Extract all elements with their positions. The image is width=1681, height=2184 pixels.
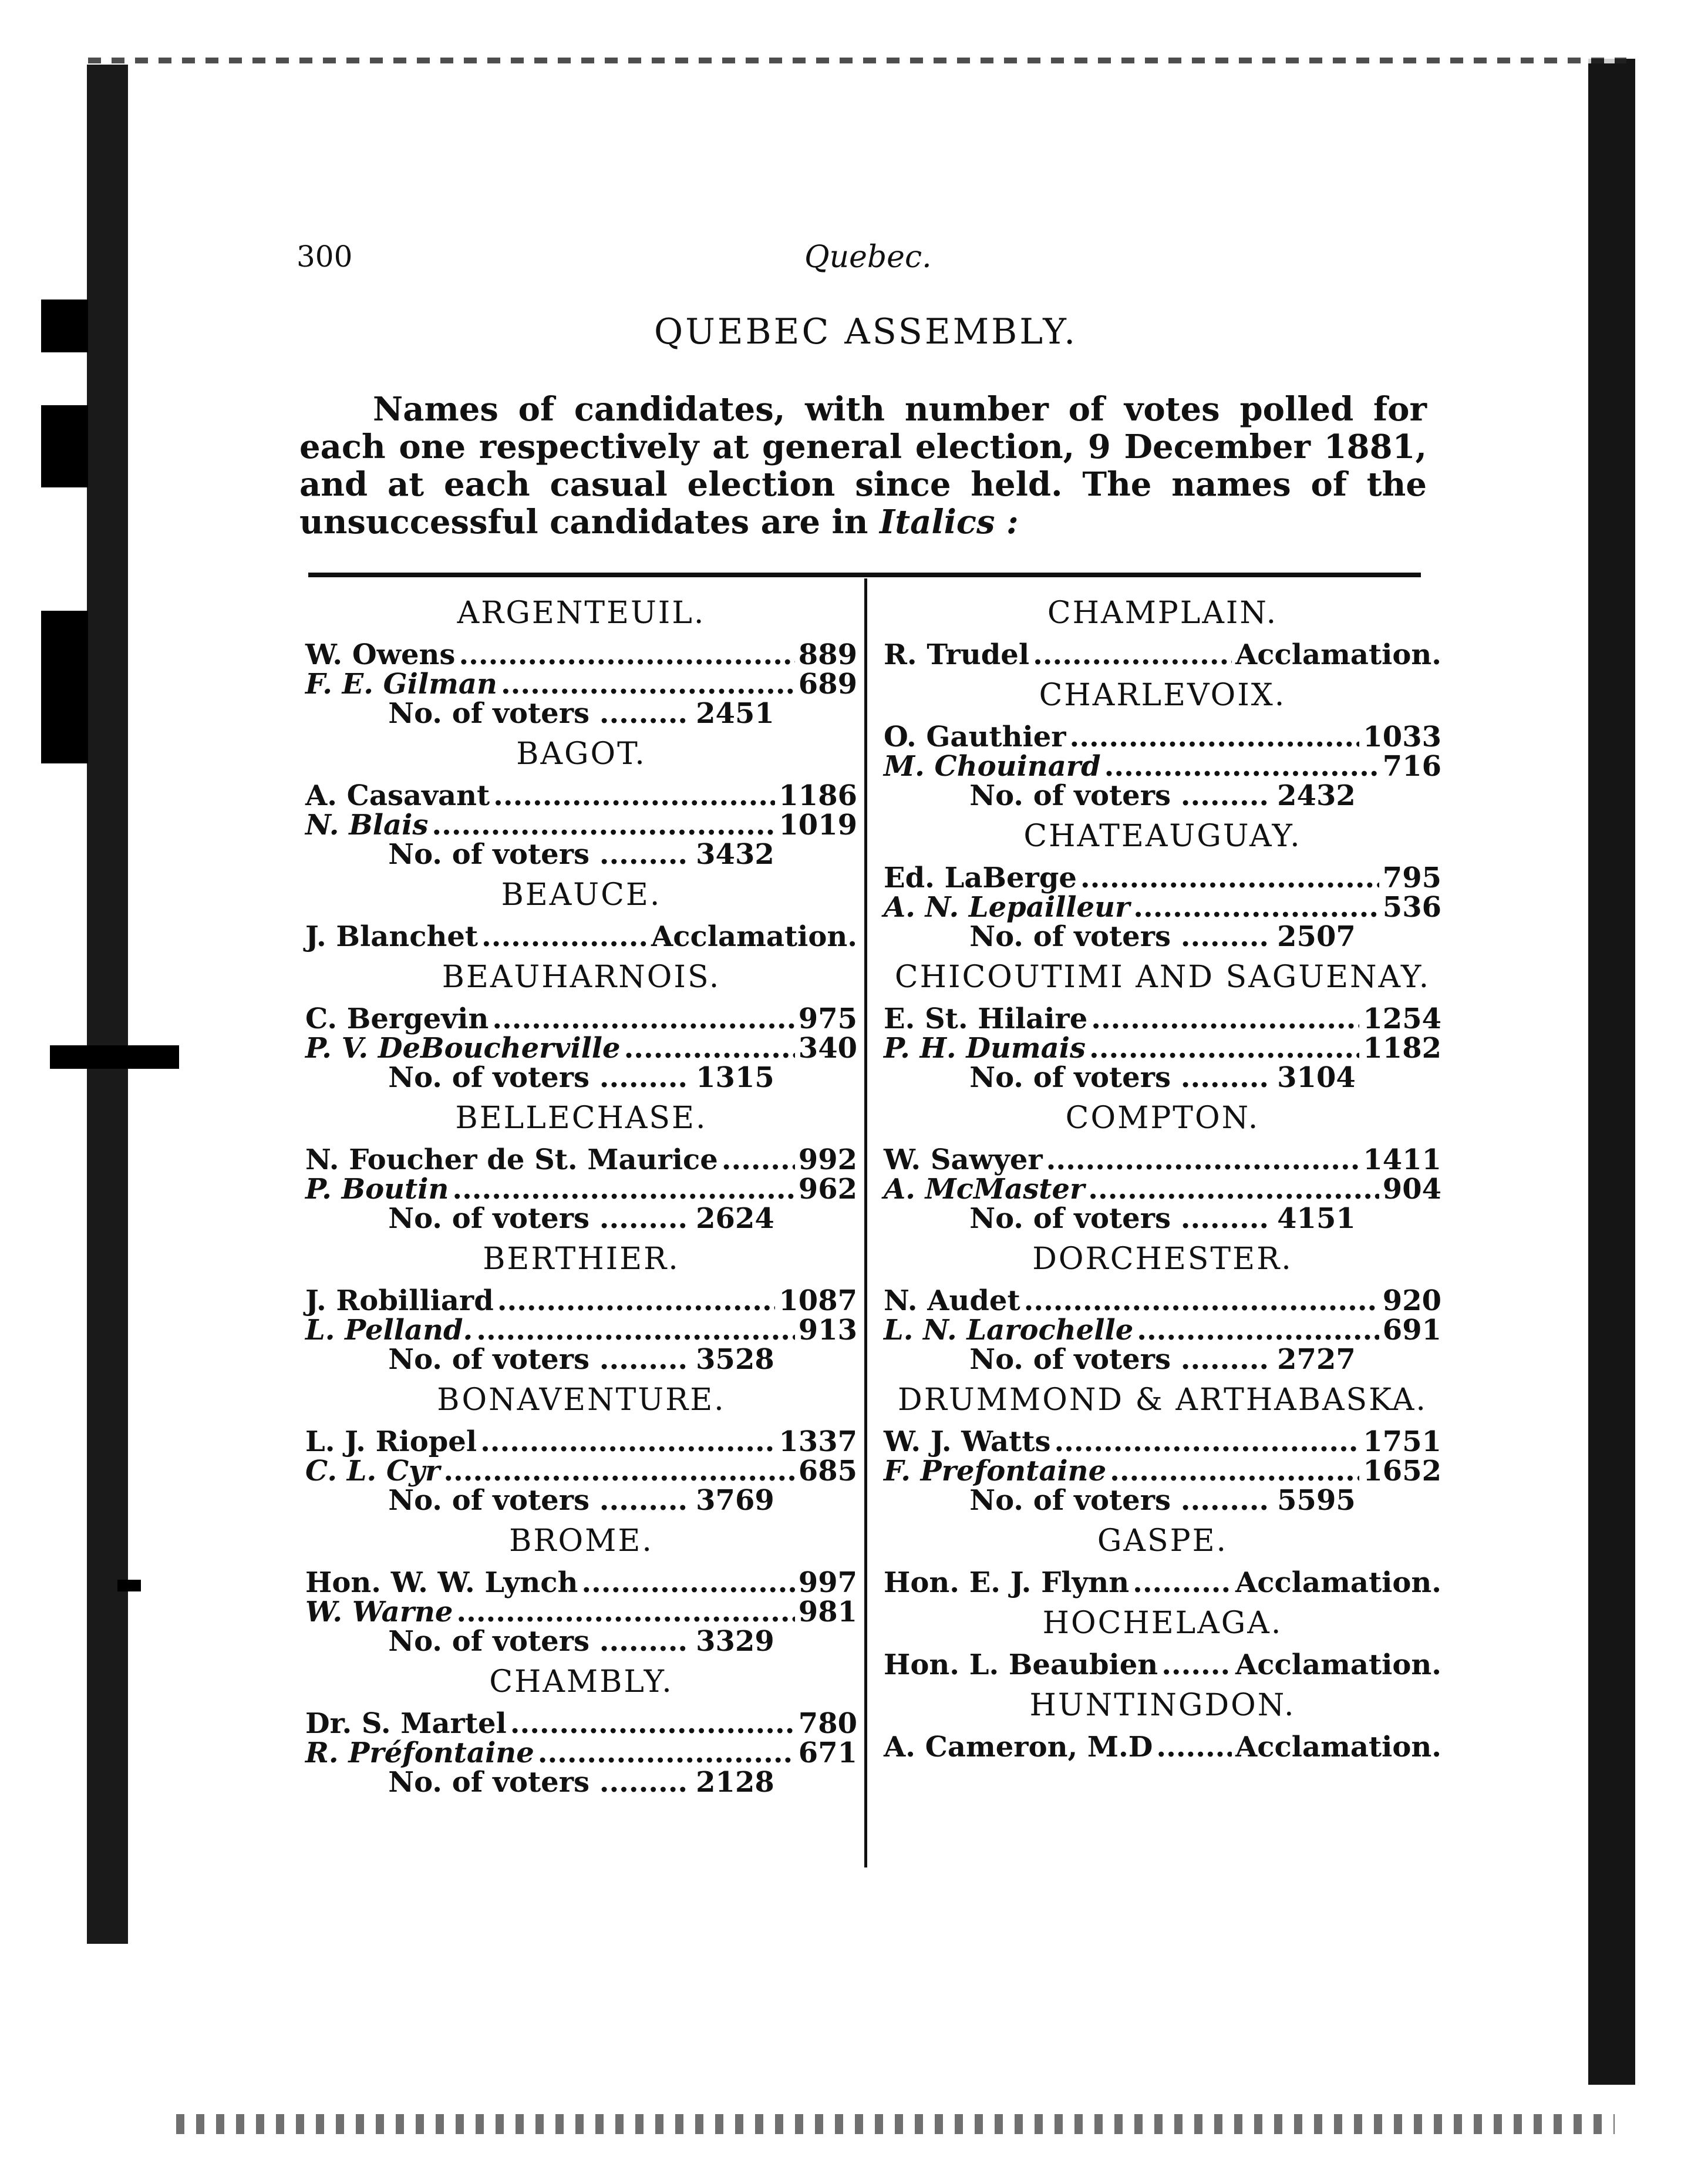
dot-leader bbox=[1054, 1427, 1359, 1456]
dot-leader bbox=[497, 1286, 776, 1315]
candidate-name: A. McMaster bbox=[884, 1173, 1085, 1206]
dot-leader bbox=[476, 1315, 795, 1345]
scan-edge-left bbox=[87, 65, 128, 1944]
candidate-votes: 1411 bbox=[1363, 1143, 1441, 1176]
candidate-row bbox=[884, 752, 1441, 781]
voters-count: 3432 bbox=[696, 838, 774, 871]
candidate-name: W. J. Watts bbox=[884, 1425, 1051, 1458]
candidate-name: A. N. Lepailleur bbox=[884, 891, 1130, 924]
candidate-votes: 689 bbox=[798, 668, 857, 701]
district-block bbox=[305, 877, 857, 951]
candidate-row bbox=[305, 1286, 857, 1315]
candidate-votes: 691 bbox=[1382, 1314, 1441, 1347]
candidate-name: L. N. Larochelle bbox=[884, 1314, 1134, 1347]
district-name: COMPTON. bbox=[1065, 1101, 1260, 1136]
candidate-row bbox=[884, 1315, 1441, 1345]
voters-label: No. of voters ..... bbox=[388, 699, 688, 728]
voters-label: No. of voters ..... bbox=[388, 840, 688, 869]
candidate-votes: 913 bbox=[798, 1314, 857, 1347]
voters-label: No. of voters ..... bbox=[388, 1486, 688, 1515]
candidate-votes: 795 bbox=[1382, 862, 1441, 894]
district-block bbox=[884, 1523, 1441, 1597]
candidate-row bbox=[305, 922, 857, 951]
intro-paragraph bbox=[299, 391, 1427, 541]
candidate-row bbox=[884, 1456, 1441, 1486]
voters-label: No. of voters ..... bbox=[969, 922, 1269, 951]
voters-row bbox=[305, 699, 857, 728]
district-name: CHARLEVOIX. bbox=[1039, 678, 1286, 713]
dot-leader bbox=[1161, 1650, 1232, 1680]
candidate-name: Hon. L. Beaubien bbox=[884, 1648, 1158, 1681]
candidate-name: P. V. DeBoucherville bbox=[305, 1032, 621, 1065]
scan-mark bbox=[117, 1580, 141, 1591]
page-title: QUEBEC ASSEMBLY. bbox=[654, 311, 1078, 352]
candidate-votes: 536 bbox=[1382, 891, 1441, 924]
voters-label: No. of voters ..... bbox=[969, 781, 1269, 810]
district-block bbox=[305, 1382, 857, 1515]
district-block bbox=[305, 1241, 857, 1374]
candidate-votes: 1087 bbox=[779, 1284, 857, 1317]
candidate-votes: 997 bbox=[798, 1566, 857, 1599]
voters-count: 4151 bbox=[1277, 1202, 1356, 1235]
voters-row bbox=[884, 1345, 1441, 1374]
voters-row bbox=[305, 1486, 857, 1515]
voters-row bbox=[305, 1204, 857, 1233]
candidate-name: W. Warne bbox=[305, 1596, 453, 1628]
district-block bbox=[884, 678, 1441, 810]
candidate-row bbox=[884, 1732, 1441, 1762]
candidate-row bbox=[884, 1650, 1441, 1680]
candidate-name: C. L. Cyr bbox=[305, 1455, 440, 1488]
district-block bbox=[884, 1101, 1441, 1233]
district-name: DRUMMOND & ARTHABASKA. bbox=[898, 1382, 1427, 1418]
candidate-row bbox=[884, 863, 1441, 893]
candidate-row bbox=[305, 1568, 857, 1597]
candidate-row bbox=[305, 1597, 857, 1627]
dot-leader bbox=[1089, 1034, 1359, 1063]
candidate-name: Ed. LaBerge bbox=[884, 862, 1077, 894]
voters-label: No. of voters ..... bbox=[969, 1063, 1269, 1092]
candidate-votes: Acclamation. bbox=[1235, 1731, 1441, 1764]
candidate-name: M. Chouinard bbox=[884, 750, 1101, 783]
candidate-name: N. Foucher de St. Maurice bbox=[305, 1143, 718, 1176]
voters-count: 2432 bbox=[1277, 779, 1356, 812]
voters-count: 5595 bbox=[1277, 1484, 1356, 1517]
candidate-votes: 962 bbox=[798, 1173, 857, 1206]
intro-italic-word: Italics : bbox=[880, 503, 1019, 541]
district-block bbox=[884, 595, 1441, 669]
candidate-votes: 685 bbox=[798, 1455, 857, 1488]
voters-row bbox=[305, 1768, 857, 1797]
candidate-votes: 671 bbox=[798, 1737, 857, 1769]
candidate-name: A. Casavant bbox=[305, 779, 490, 812]
candidate-name: F. E. Gilman bbox=[305, 668, 497, 701]
dot-leader bbox=[1137, 1315, 1379, 1345]
dot-leader bbox=[1133, 893, 1379, 922]
scan-mark bbox=[50, 1045, 179, 1069]
voters-count: 2128 bbox=[696, 1766, 774, 1799]
dot-leader bbox=[481, 922, 648, 951]
running-head: Quebec. bbox=[804, 240, 932, 275]
candidate-name: N. Audet bbox=[884, 1284, 1020, 1317]
candidate-name: R. Préfontaine bbox=[305, 1737, 534, 1769]
district-block bbox=[884, 1688, 1441, 1762]
candidate-row bbox=[884, 722, 1441, 752]
voters-count: 2624 bbox=[696, 1202, 774, 1235]
dot-leader bbox=[1080, 863, 1379, 893]
voters-row bbox=[305, 840, 857, 869]
candidate-row bbox=[305, 1004, 857, 1034]
dot-leader bbox=[493, 781, 775, 810]
scan-mark bbox=[41, 405, 88, 487]
candidate-votes: 1182 bbox=[1363, 1032, 1441, 1065]
district-name: BERTHIER. bbox=[483, 1241, 680, 1277]
candidate-row bbox=[305, 810, 857, 840]
candidate-name: Hon. W. W. Lynch bbox=[305, 1566, 578, 1599]
dot-leader bbox=[492, 1004, 794, 1034]
candidate-name: O. Gauthier bbox=[884, 721, 1066, 753]
candidate-name: W. Sawyer bbox=[884, 1143, 1043, 1176]
candidate-row bbox=[305, 1175, 857, 1204]
voters-row bbox=[884, 922, 1441, 951]
candidate-row bbox=[884, 640, 1441, 669]
voters-label: No. of voters ..... bbox=[388, 1627, 688, 1656]
candidate-row bbox=[305, 1145, 857, 1175]
district-name: BROME. bbox=[509, 1523, 653, 1559]
voters-label: No. of voters ..... bbox=[969, 1345, 1269, 1374]
voters-count: 2507 bbox=[1277, 920, 1356, 953]
voters-label: No. of voters ..... bbox=[388, 1063, 688, 1092]
candidate-row bbox=[884, 1427, 1441, 1456]
voters-count: 2451 bbox=[696, 697, 774, 730]
candidate-row bbox=[305, 781, 857, 810]
voters-row bbox=[884, 781, 1441, 810]
candidate-votes: 1254 bbox=[1363, 1002, 1441, 1035]
voters-count: 3528 bbox=[696, 1343, 774, 1376]
candidate-name: E. St. Hilaire bbox=[884, 1002, 1088, 1035]
candidate-row bbox=[305, 669, 857, 699]
voters-label: No. of voters ..... bbox=[388, 1204, 688, 1233]
dot-leader bbox=[452, 1175, 794, 1204]
scan-mark bbox=[41, 611, 88, 763]
dot-leader bbox=[1024, 1286, 1379, 1315]
candidate-votes: Acclamation. bbox=[651, 920, 857, 953]
dot-leader bbox=[456, 1597, 794, 1627]
candidate-votes: 920 bbox=[1382, 1284, 1441, 1317]
district-block bbox=[305, 960, 857, 1092]
voters-count: 3329 bbox=[696, 1625, 774, 1658]
candidate-name: N. Blais bbox=[305, 809, 429, 842]
district-name: CHATEAUGUAY. bbox=[1023, 819, 1302, 854]
candidate-votes: 1033 bbox=[1363, 721, 1441, 753]
dot-leader bbox=[1088, 1175, 1379, 1204]
candidate-votes: 1337 bbox=[779, 1425, 857, 1458]
candidate-name: P. H. Dumais bbox=[884, 1032, 1086, 1065]
voters-label: No. of voters ..... bbox=[388, 1345, 688, 1374]
column-divider bbox=[864, 578, 867, 1867]
district-name: CHAMBLY. bbox=[489, 1664, 673, 1700]
candidate-row bbox=[884, 1286, 1441, 1315]
candidate-row bbox=[305, 1034, 857, 1063]
scan-edge-top bbox=[88, 58, 1626, 63]
dot-leader bbox=[1046, 1145, 1360, 1175]
voters-row bbox=[884, 1204, 1441, 1233]
dot-leader bbox=[443, 1456, 794, 1486]
voters-count: 3104 bbox=[1277, 1061, 1356, 1094]
candidate-row bbox=[305, 1709, 857, 1738]
candidate-name: L. J. Riopel bbox=[305, 1425, 477, 1458]
district-name: ARGENTEUIL. bbox=[457, 595, 706, 631]
candidate-votes: 975 bbox=[798, 1002, 857, 1035]
district-name: HOCHELAGA. bbox=[1042, 1606, 1283, 1641]
candidate-votes: Acclamation. bbox=[1235, 638, 1441, 671]
district-block bbox=[305, 1664, 857, 1797]
district-block bbox=[884, 960, 1441, 1092]
candidate-row bbox=[884, 1034, 1441, 1063]
candidate-name: Dr. S. Martel bbox=[305, 1707, 507, 1740]
candidate-votes: Acclamation. bbox=[1235, 1566, 1441, 1599]
candidate-row bbox=[884, 1145, 1441, 1175]
candidate-row bbox=[305, 1738, 857, 1768]
candidate-row bbox=[305, 1456, 857, 1486]
dot-leader bbox=[1110, 1456, 1359, 1486]
district-block bbox=[305, 595, 857, 728]
dot-leader bbox=[1133, 1568, 1232, 1597]
candidate-votes: 716 bbox=[1382, 750, 1441, 783]
voters-count: 2727 bbox=[1277, 1343, 1356, 1376]
candidate-name: P. Boutin bbox=[305, 1173, 449, 1206]
district-block bbox=[884, 1606, 1441, 1680]
dot-leader bbox=[1033, 640, 1232, 669]
district-name: CHAMPLAIN. bbox=[1047, 595, 1278, 631]
candidate-row bbox=[305, 1427, 857, 1456]
dot-leader bbox=[432, 810, 775, 840]
candidate-row bbox=[305, 640, 857, 669]
voters-row bbox=[884, 1063, 1441, 1092]
candidate-votes: 1186 bbox=[779, 779, 857, 812]
district-block bbox=[884, 819, 1441, 951]
dot-leader bbox=[501, 669, 795, 699]
candidate-votes: 340 bbox=[798, 1032, 857, 1065]
scan-mark bbox=[41, 299, 88, 352]
candidate-row bbox=[884, 1568, 1441, 1597]
voters-row bbox=[884, 1486, 1441, 1515]
candidate-name: J. Robilliard bbox=[305, 1284, 494, 1317]
candidate-votes: Acclamation. bbox=[1235, 1648, 1441, 1681]
voters-count: 1315 bbox=[696, 1061, 774, 1094]
candidate-votes: 780 bbox=[798, 1707, 857, 1740]
right-column bbox=[884, 587, 1441, 1762]
voters-row bbox=[305, 1345, 857, 1374]
district-block bbox=[305, 736, 857, 869]
candidate-name: W. Owens bbox=[305, 638, 456, 671]
voters-row bbox=[305, 1063, 857, 1092]
dot-leader bbox=[624, 1034, 795, 1063]
candidate-votes: 1751 bbox=[1363, 1425, 1441, 1458]
dot-leader bbox=[1156, 1732, 1232, 1762]
dot-leader bbox=[1104, 752, 1379, 781]
dot-leader bbox=[1070, 722, 1360, 752]
left-column bbox=[305, 587, 857, 1797]
scan-edge-right bbox=[1588, 59, 1635, 2085]
candidate-name: R. Trudel bbox=[884, 638, 1030, 671]
candidate-name: L. Pelland. bbox=[305, 1314, 473, 1347]
voters-label: No. of voters ..... bbox=[969, 1204, 1269, 1233]
dot-leader bbox=[459, 640, 794, 669]
candidate-votes: 1019 bbox=[779, 809, 857, 842]
dot-leader bbox=[480, 1427, 775, 1456]
district-name: HUNTINGDON. bbox=[1029, 1688, 1296, 1723]
candidate-name: Hon. E. J. Flynn bbox=[884, 1566, 1130, 1599]
candidate-row bbox=[884, 893, 1441, 922]
district-name: GASPE. bbox=[1097, 1523, 1228, 1559]
candidate-votes: 992 bbox=[798, 1143, 857, 1176]
candidate-row bbox=[305, 1315, 857, 1345]
dot-leader bbox=[510, 1709, 795, 1738]
district-block bbox=[305, 1523, 857, 1656]
dot-leader bbox=[581, 1568, 794, 1597]
scan-edge-bottom bbox=[176, 2114, 1615, 2134]
dot-leader bbox=[722, 1145, 795, 1175]
candidate-votes: 1652 bbox=[1363, 1455, 1441, 1488]
header-rule bbox=[308, 573, 1421, 577]
district-name: BELLECHASE. bbox=[455, 1101, 708, 1136]
district-name: BONAVENTURE. bbox=[437, 1382, 726, 1418]
candidate-votes: 904 bbox=[1382, 1173, 1441, 1206]
district-block bbox=[884, 1382, 1441, 1515]
district-name: CHICOUTIMI AND SAGUENAY. bbox=[894, 960, 1431, 995]
voters-count: 3769 bbox=[696, 1484, 774, 1517]
district-name: DORCHESTER. bbox=[1032, 1241, 1293, 1277]
voters-row bbox=[305, 1627, 857, 1656]
district-block bbox=[305, 1101, 857, 1233]
district-block bbox=[884, 1241, 1441, 1374]
district-name: BEAUCE. bbox=[501, 877, 662, 913]
voters-label: No. of voters ..... bbox=[388, 1768, 688, 1797]
candidate-name: J. Blanchet bbox=[305, 920, 479, 953]
candidate-name: F. Prefontaine bbox=[884, 1455, 1107, 1488]
page-number: 300 bbox=[297, 240, 353, 274]
candidate-votes: 889 bbox=[798, 638, 857, 671]
candidate-name: C. Bergevin bbox=[305, 1002, 489, 1035]
candidate-votes: 981 bbox=[798, 1596, 857, 1628]
candidate-row bbox=[884, 1004, 1441, 1034]
district-name: BAGOT. bbox=[516, 736, 646, 772]
voters-label: No. of voters ..... bbox=[969, 1486, 1269, 1515]
dot-leader bbox=[1091, 1004, 1359, 1034]
candidate-row bbox=[884, 1175, 1441, 1204]
district-name: BEAUHARNOIS. bbox=[442, 960, 721, 995]
intro-text: Names of candidates, with number of votes polled for each one respectively at general election, 9 December 1881, and at each casual election since held. The names of the unsuccessful candidates are in bbox=[299, 390, 1427, 541]
dot-leader bbox=[538, 1738, 795, 1768]
candidate-name: A. Cameron, M.D bbox=[884, 1731, 1153, 1764]
